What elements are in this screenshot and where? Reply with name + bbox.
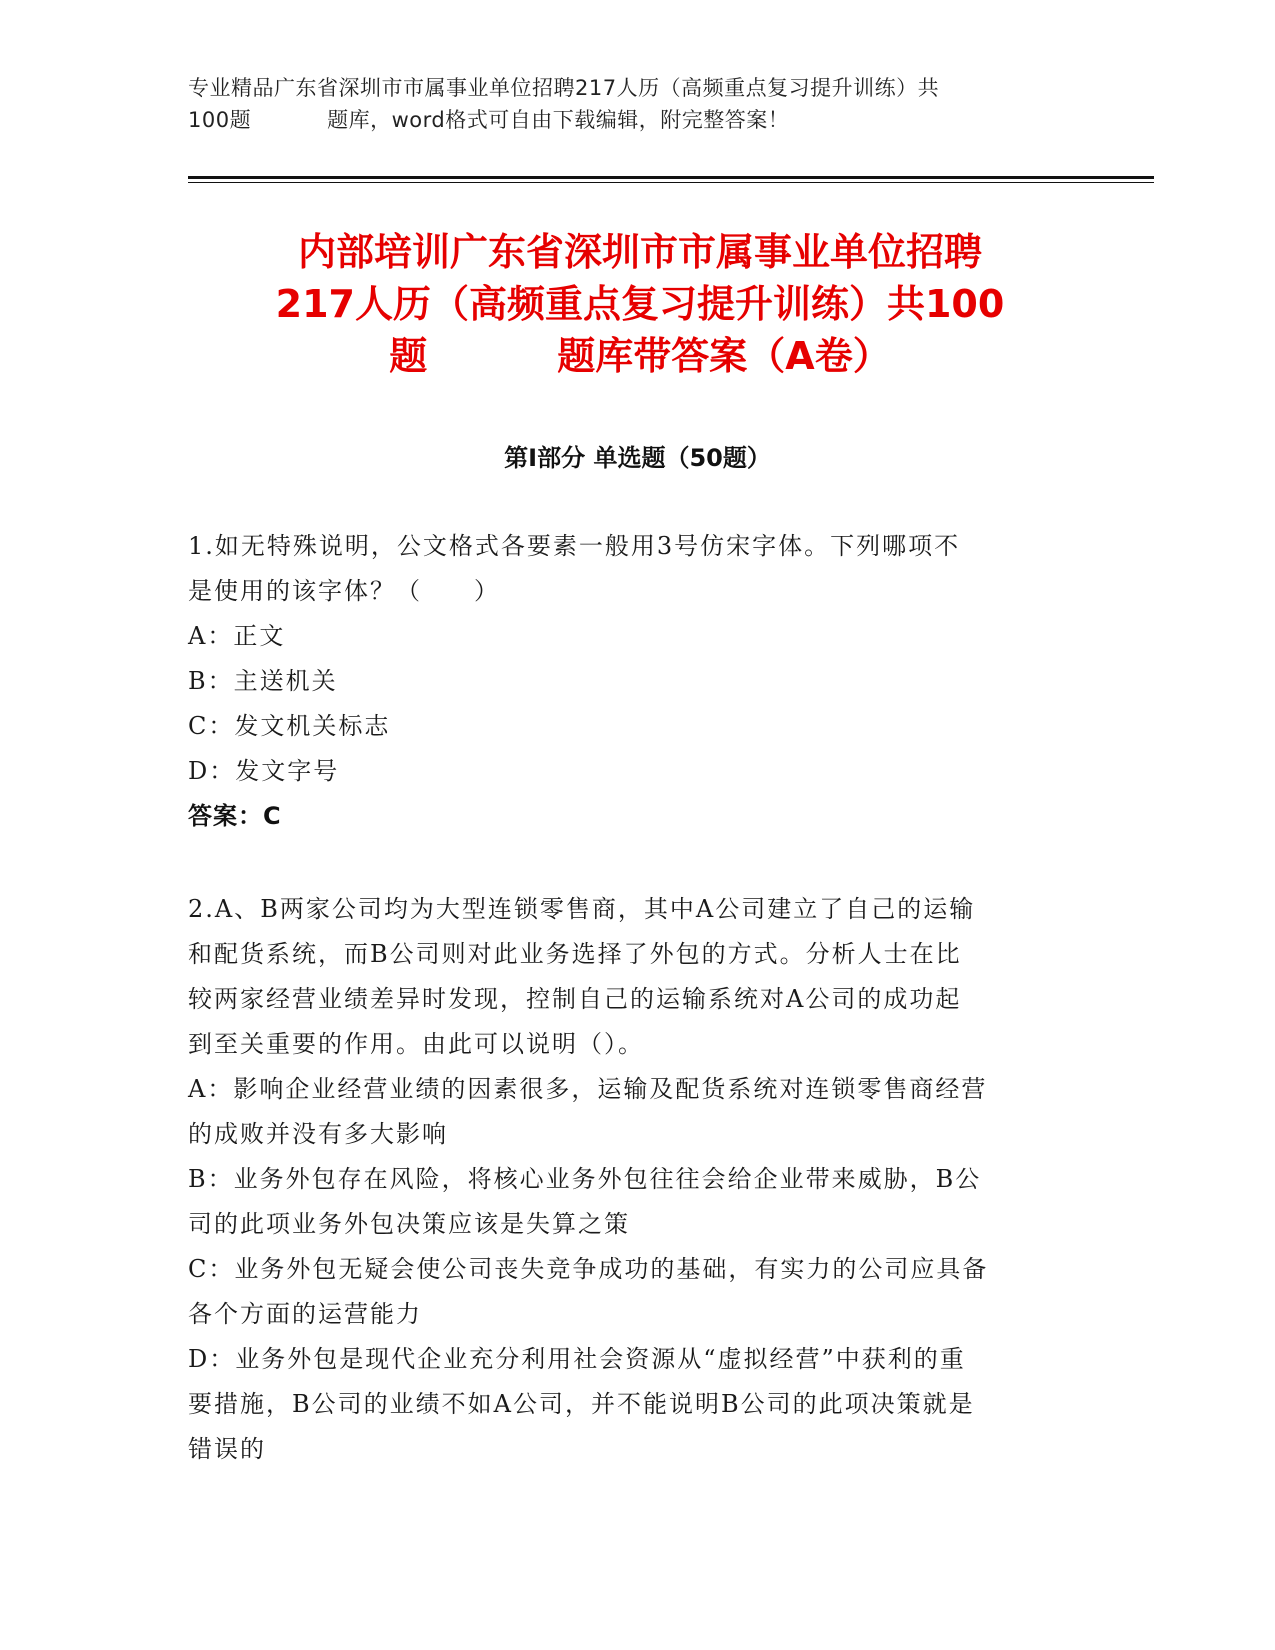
- question-2-stem-line-1: 2.A、B两家公司均为大型连锁零售商，其中A公司建立了自己的运输: [188, 895, 976, 923]
- question-2-option-d-line-3: 错误的: [188, 1435, 266, 1463]
- header-line-2: [188, 104, 1068, 136]
- question-2-stem-line-3: 较两家经营业绩差异时发现，控制自己的运输系统对A公司的成功起: [188, 985, 962, 1013]
- title-line-1: 内部培训广东省深圳市市属事业单位招聘: [297, 230, 982, 274]
- question-2-option-b-line-1: B：业务外包存在风险，将核心业务外包往往会给企业带来威胁，B公: [188, 1165, 982, 1193]
- question-2-option-d-line-2: 要措施，B公司的业绩不如A公司，并不能说明B公司的此项决策就是: [188, 1390, 975, 1418]
- question-2-option-b-line-2: 司的此项业务外包决策应该是失算之策: [188, 1210, 630, 1238]
- question-2-stem-line-2: 和配货系统，而B公司则对此业务选择了外包的方式。分析人士在比: [188, 940, 962, 968]
- question-1: [188, 524, 1068, 839]
- question-2-option-a-line-1: A：影响企业经营业绩的因素很多，运输及配货系统对连锁零售商经营: [188, 1075, 988, 1103]
- question-1-option-d: D：发文字号: [188, 757, 340, 785]
- question-1-option-a: A：正文: [188, 622, 286, 650]
- page-header: [188, 72, 1068, 136]
- question-1-answer: 答案：C: [188, 802, 282, 830]
- title-line-3-end: 题库带答案（A卷）: [557, 334, 891, 378]
- header-line-1: 专业精品广东省深圳市市属事业单位招聘217人历（高频重点复习提升训练）共: [188, 76, 940, 100]
- header-line-2-start: 100题: [188, 108, 252, 132]
- question-1-option-b: B：主送机关: [188, 667, 338, 695]
- question-1-stem-line-2: 是使用的该字体？（ ）: [188, 577, 500, 605]
- title-line-2: 217人历（高频重点复习提升训练）共100: [275, 282, 1005, 326]
- header-rule-thick: [188, 176, 1154, 179]
- header-rule-thin: [188, 182, 1154, 183]
- question-2-option-d-line-1: D：业务外包是现代企业充分利用社会资源从“虚拟经营”中获利的重: [188, 1345, 966, 1373]
- question-2-option-c-line-1: C：业务外包无疑会使公司丧失竞争成功的基础，有实力的公司应具备: [188, 1255, 989, 1283]
- document-title: [150, 226, 1130, 382]
- question-2: [188, 887, 1068, 1472]
- question-2-option-a-line-2: 的成败并没有多大影响: [188, 1120, 448, 1148]
- title-line-3-start: 题: [389, 334, 428, 378]
- question-1-option-c: C：发文机关标志: [188, 712, 391, 740]
- question-1-stem-line-1: 1.如无特殊说明，公文格式各要素一般用3号仿宋字体。下列哪项不: [188, 532, 961, 560]
- title-line-3: [150, 330, 1130, 382]
- header-line-2-end: 题库，word格式可自由下载编辑，附完整答案！: [327, 108, 790, 132]
- section-title: 第Ⅰ部分 单选题（50题）: [504, 444, 771, 472]
- question-2-stem-line-4: 到至关重要的作用。由此可以说明（）。: [188, 1030, 644, 1058]
- question-2-option-c-line-2: 各个方面的运营能力: [188, 1300, 422, 1328]
